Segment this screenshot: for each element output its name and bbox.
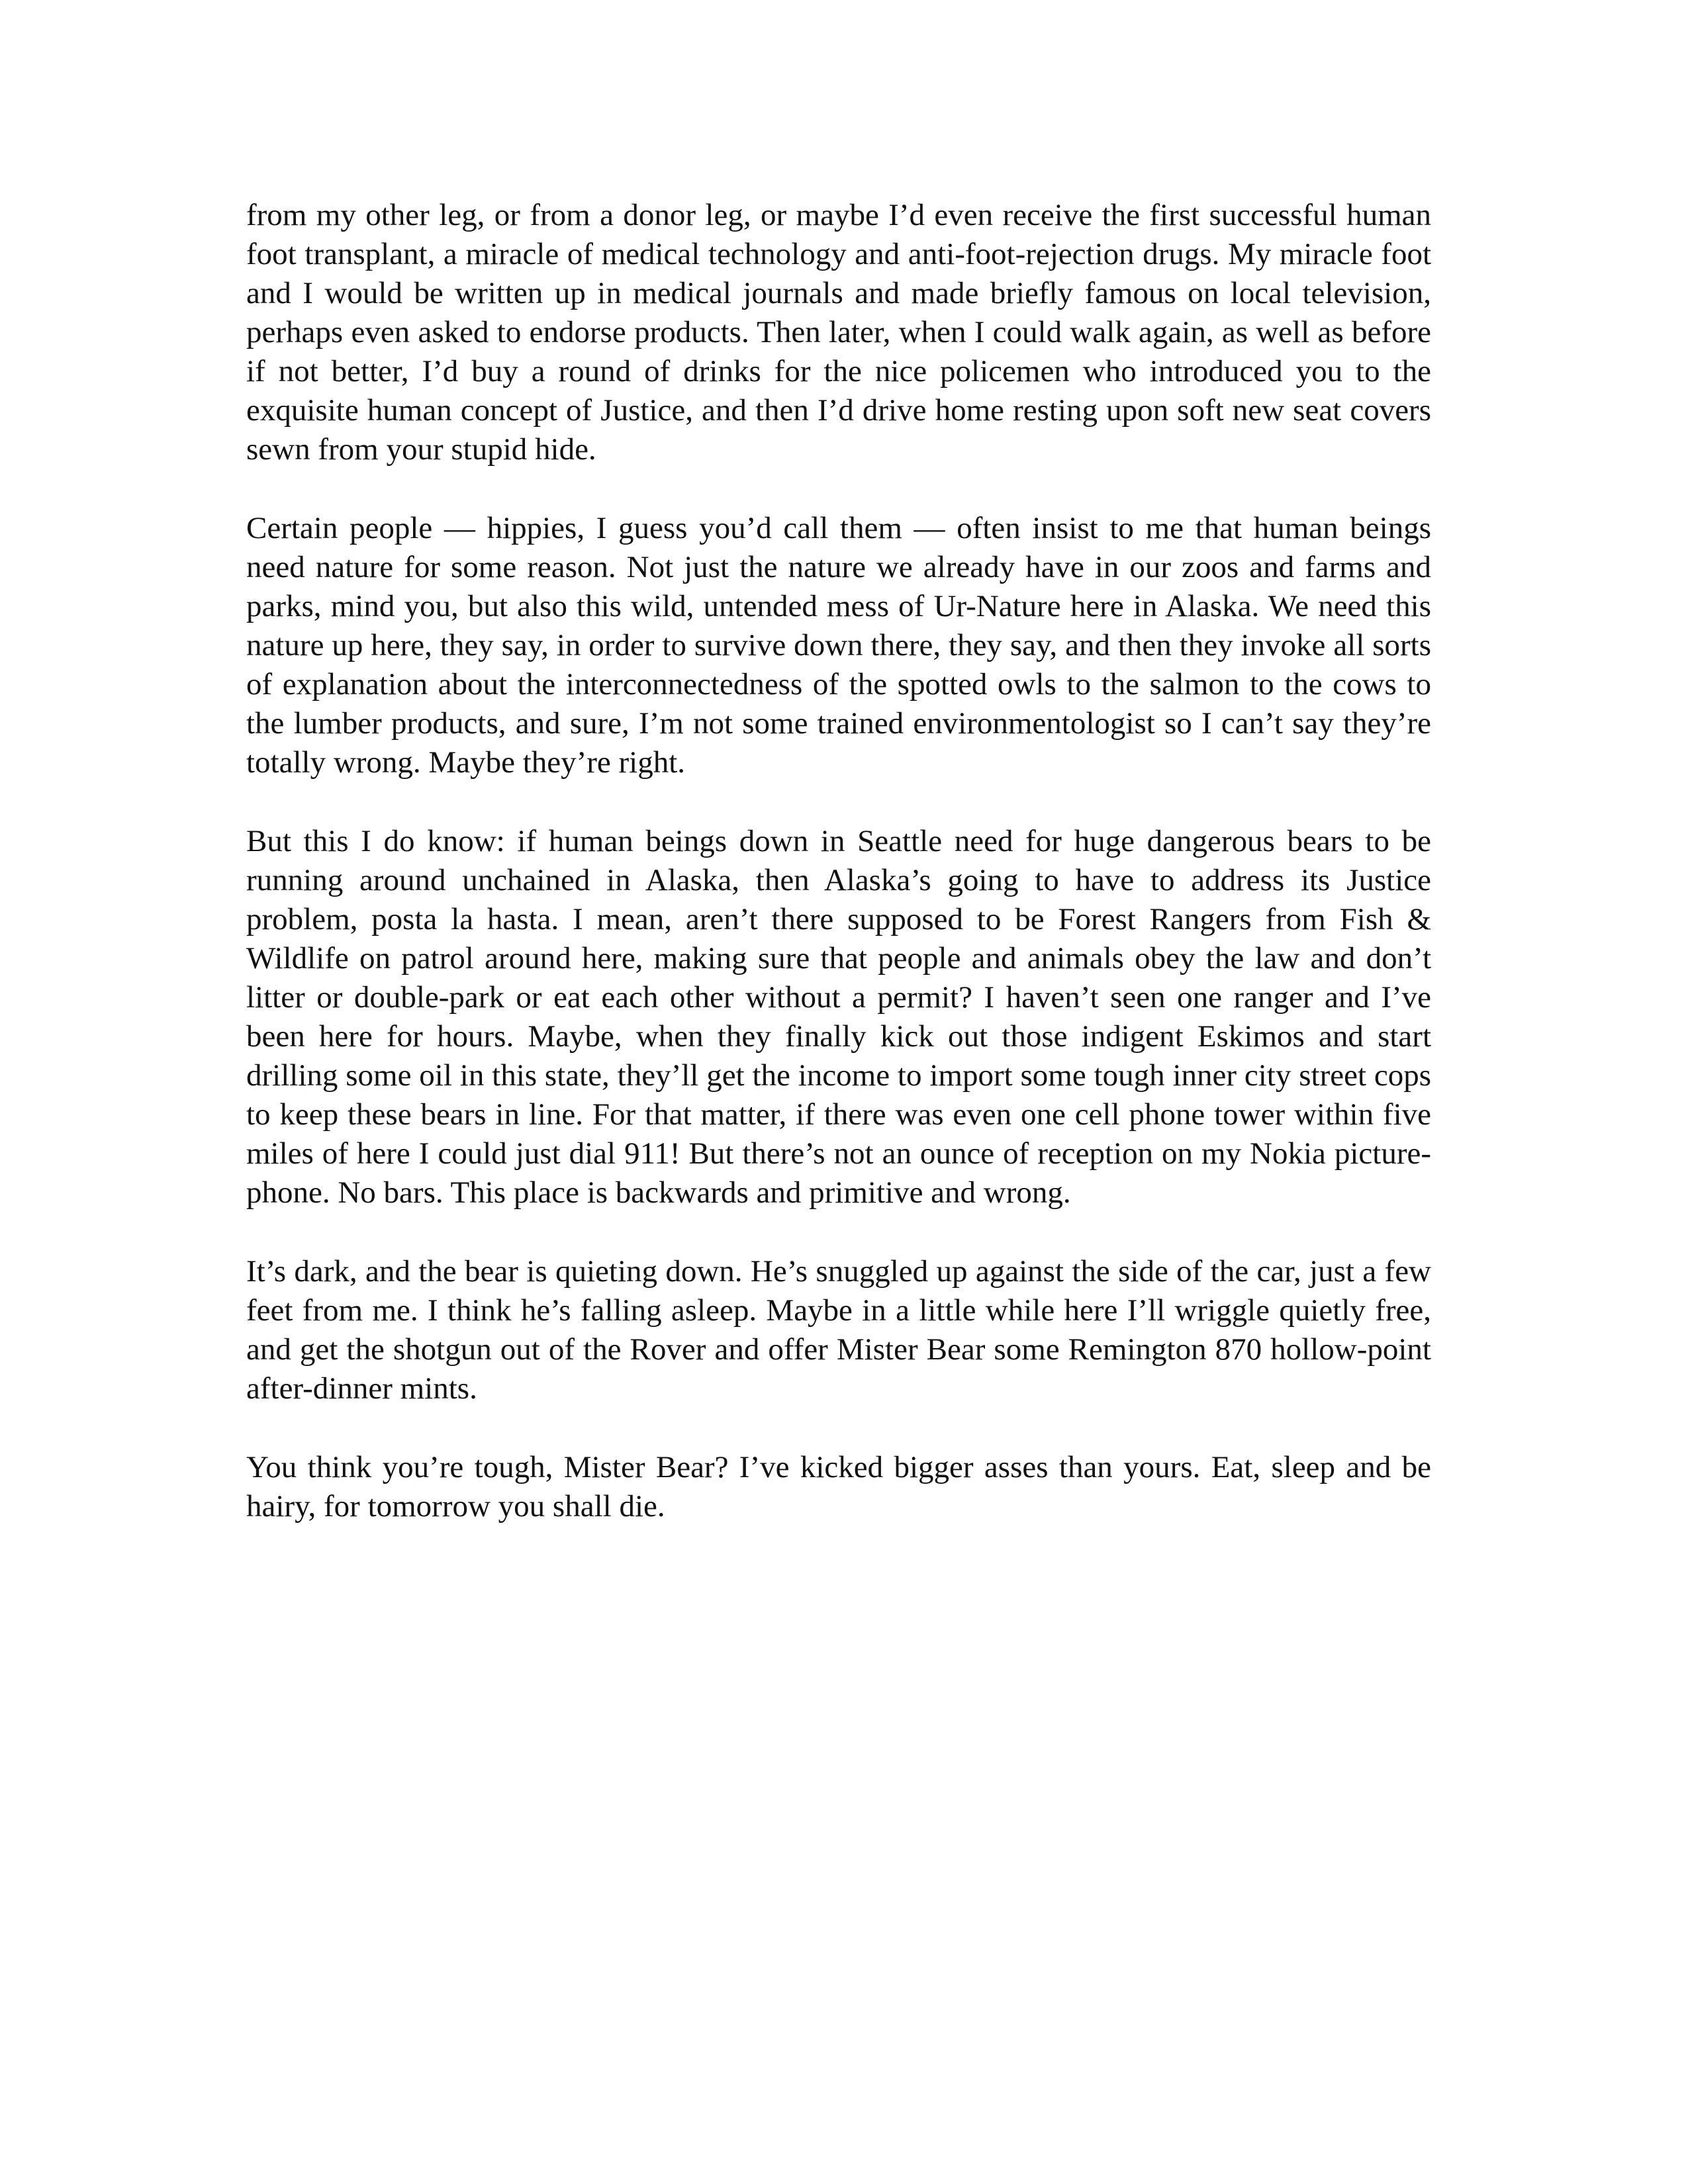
paragraph: from my other leg, or from a donor leg, or maybe I’d even receive the first successful human foot transplant, a miracle of medical technology and anti-foot-rejection drugs. My miracle foot and I would be written up in medical journals and made briefly famous on local television, perhaps even asked to endorse products. Then later, when I could walk again, as well as before if not better, I’d buy a round of drinks for the nice policemen who introduced you to the exquisite human concept of Justice, and then I’d drive home resting upon soft new seat covers sewn from your stupid hide. [246, 198, 1431, 467]
body-text [246, 196, 1431, 1566]
paragraph: It’s dark, and the bear is quieting down. He’s snuggled up against the side of the car, just a few feet from me. I think he’s falling asleep. Maybe in a little while here I’ll wriggle quietly free, and get the shotgun out of the Rover and offer Mister Bear some Remington 870 hollow-point after-dinner mints. [246, 1254, 1431, 1406]
paragraph: But this I do know: if human beings down in Seattle need for huge dangerous bears to be running around unchained in Alaska, then Alaska’s going to have to address its Justice problem, posta la hasta. I mean, aren’t there supposed to be Forest Rangers from Fish & Wildlife on patrol around here, making sure that people and animals obey the law and don’t litter or double-park or eat each other without a permit? I haven’t seen one ranger and I’ve been here for hours. Maybe, when they finally kick out those indigent Eskimos and start drilling some oil in this state, they’ll get the income to import some tough inner city street cops to keep these bears in line. For that matter, if there was even one cell phone tower within five miles of here I could just dial 911! But there’s not an ounce of reception on my Nokia picture-phone. No bars. This place is backwards and primitive and wrong. [246, 824, 1431, 1210]
paragraph: Certain people — hippies, I guess you’d call them — often insist to me that human beings need nature for some reason. Not just the nature we already have in our zoos and farms and parks, mind you, but also this wild, untended mess of Ur-Nature here in Alaska. We need this nature up here, they say, in order to survive down there, they say, and then they invoke all sorts of explanation about the interconnectedness of the spotted owls to the salmon to the cows to the lumber products, and sure, I’m not some trained environmentologist so I can’t say they’re totally wrong. Maybe they’re right. [246, 511, 1431, 780]
paragraph: You think you’re tough, Mister Bear? I’ve kicked bigger asses than yours. Eat, sleep and be hairy, for tomorrow you shall die. [246, 1450, 1431, 1524]
